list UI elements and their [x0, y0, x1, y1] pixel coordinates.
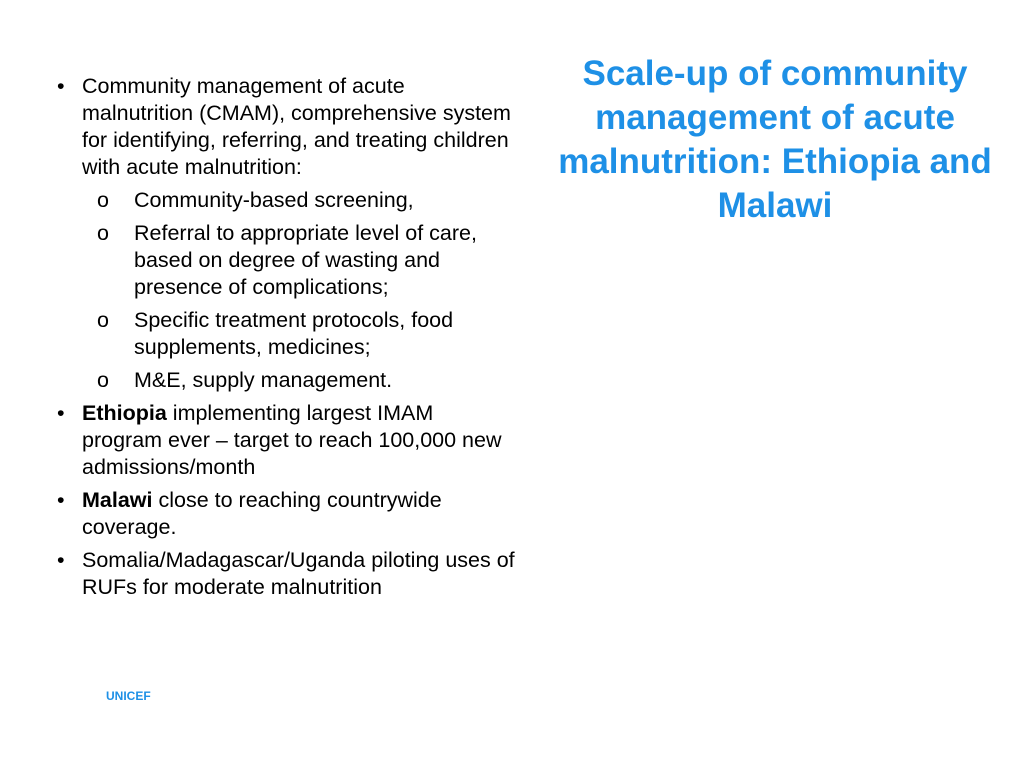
- bullet-item-cmam: [57, 73, 519, 181]
- subbullet-marker: o: [97, 368, 109, 392]
- subbullet-item-supply: [57, 367, 519, 394]
- bullet-item-ethiopia: [57, 400, 519, 481]
- bullet-list: [57, 73, 519, 607]
- bullet-text: [82, 401, 502, 479]
- subbullet-marker: o: [97, 221, 109, 245]
- subbullet-text: M&E, supply management.: [134, 368, 393, 392]
- subbullet-item-treatment: [57, 307, 519, 361]
- subbullet-marker: o: [97, 308, 109, 332]
- slide-title: Scale-up of community management of acute malnutrition: Ethiopia and Malawi: [558, 54, 992, 225]
- bullet-text: Community management of acute malnutrition (CMAM), comprehensive system for identifying, referring, and treating children with acute malnutrition:: [82, 74, 511, 179]
- bullet-marker: •: [57, 548, 65, 572]
- bullet-bold-country: Malawi: [82, 488, 153, 512]
- subbullet-item-referral: [57, 220, 519, 301]
- bullet-marker: •: [57, 488, 65, 512]
- bullet-body: close to reaching countrywide coverage.: [82, 488, 442, 539]
- bullet-marker: •: [57, 74, 65, 98]
- bullet-item-malawi: [57, 487, 519, 541]
- subbullet-item-screening: [57, 187, 519, 214]
- footer-source-label: UNICEF: [106, 689, 151, 703]
- bullet-item-pilots: [57, 547, 519, 601]
- bullet-bold-country: Ethiopia: [82, 401, 167, 425]
- bullet-marker: •: [57, 401, 65, 425]
- subbullet-text: Community-based screening,: [134, 188, 414, 212]
- subbullet-marker: o: [97, 188, 109, 212]
- bullet-text: [82, 488, 442, 539]
- subbullet-text: Specific treatment protocols, food supplements, medicines;: [134, 308, 454, 359]
- subbullet-text: Referral to appropriate level of care, based on degree of wasting and presence of complications;: [134, 221, 477, 299]
- bullet-body: implementing largest IMAM program ever – target to reach 100,000 new admissions/month: [82, 401, 502, 479]
- bullet-text: Somalia/Madagascar/Uganda piloting uses of RUFs for moderate malnutrition: [82, 548, 515, 599]
